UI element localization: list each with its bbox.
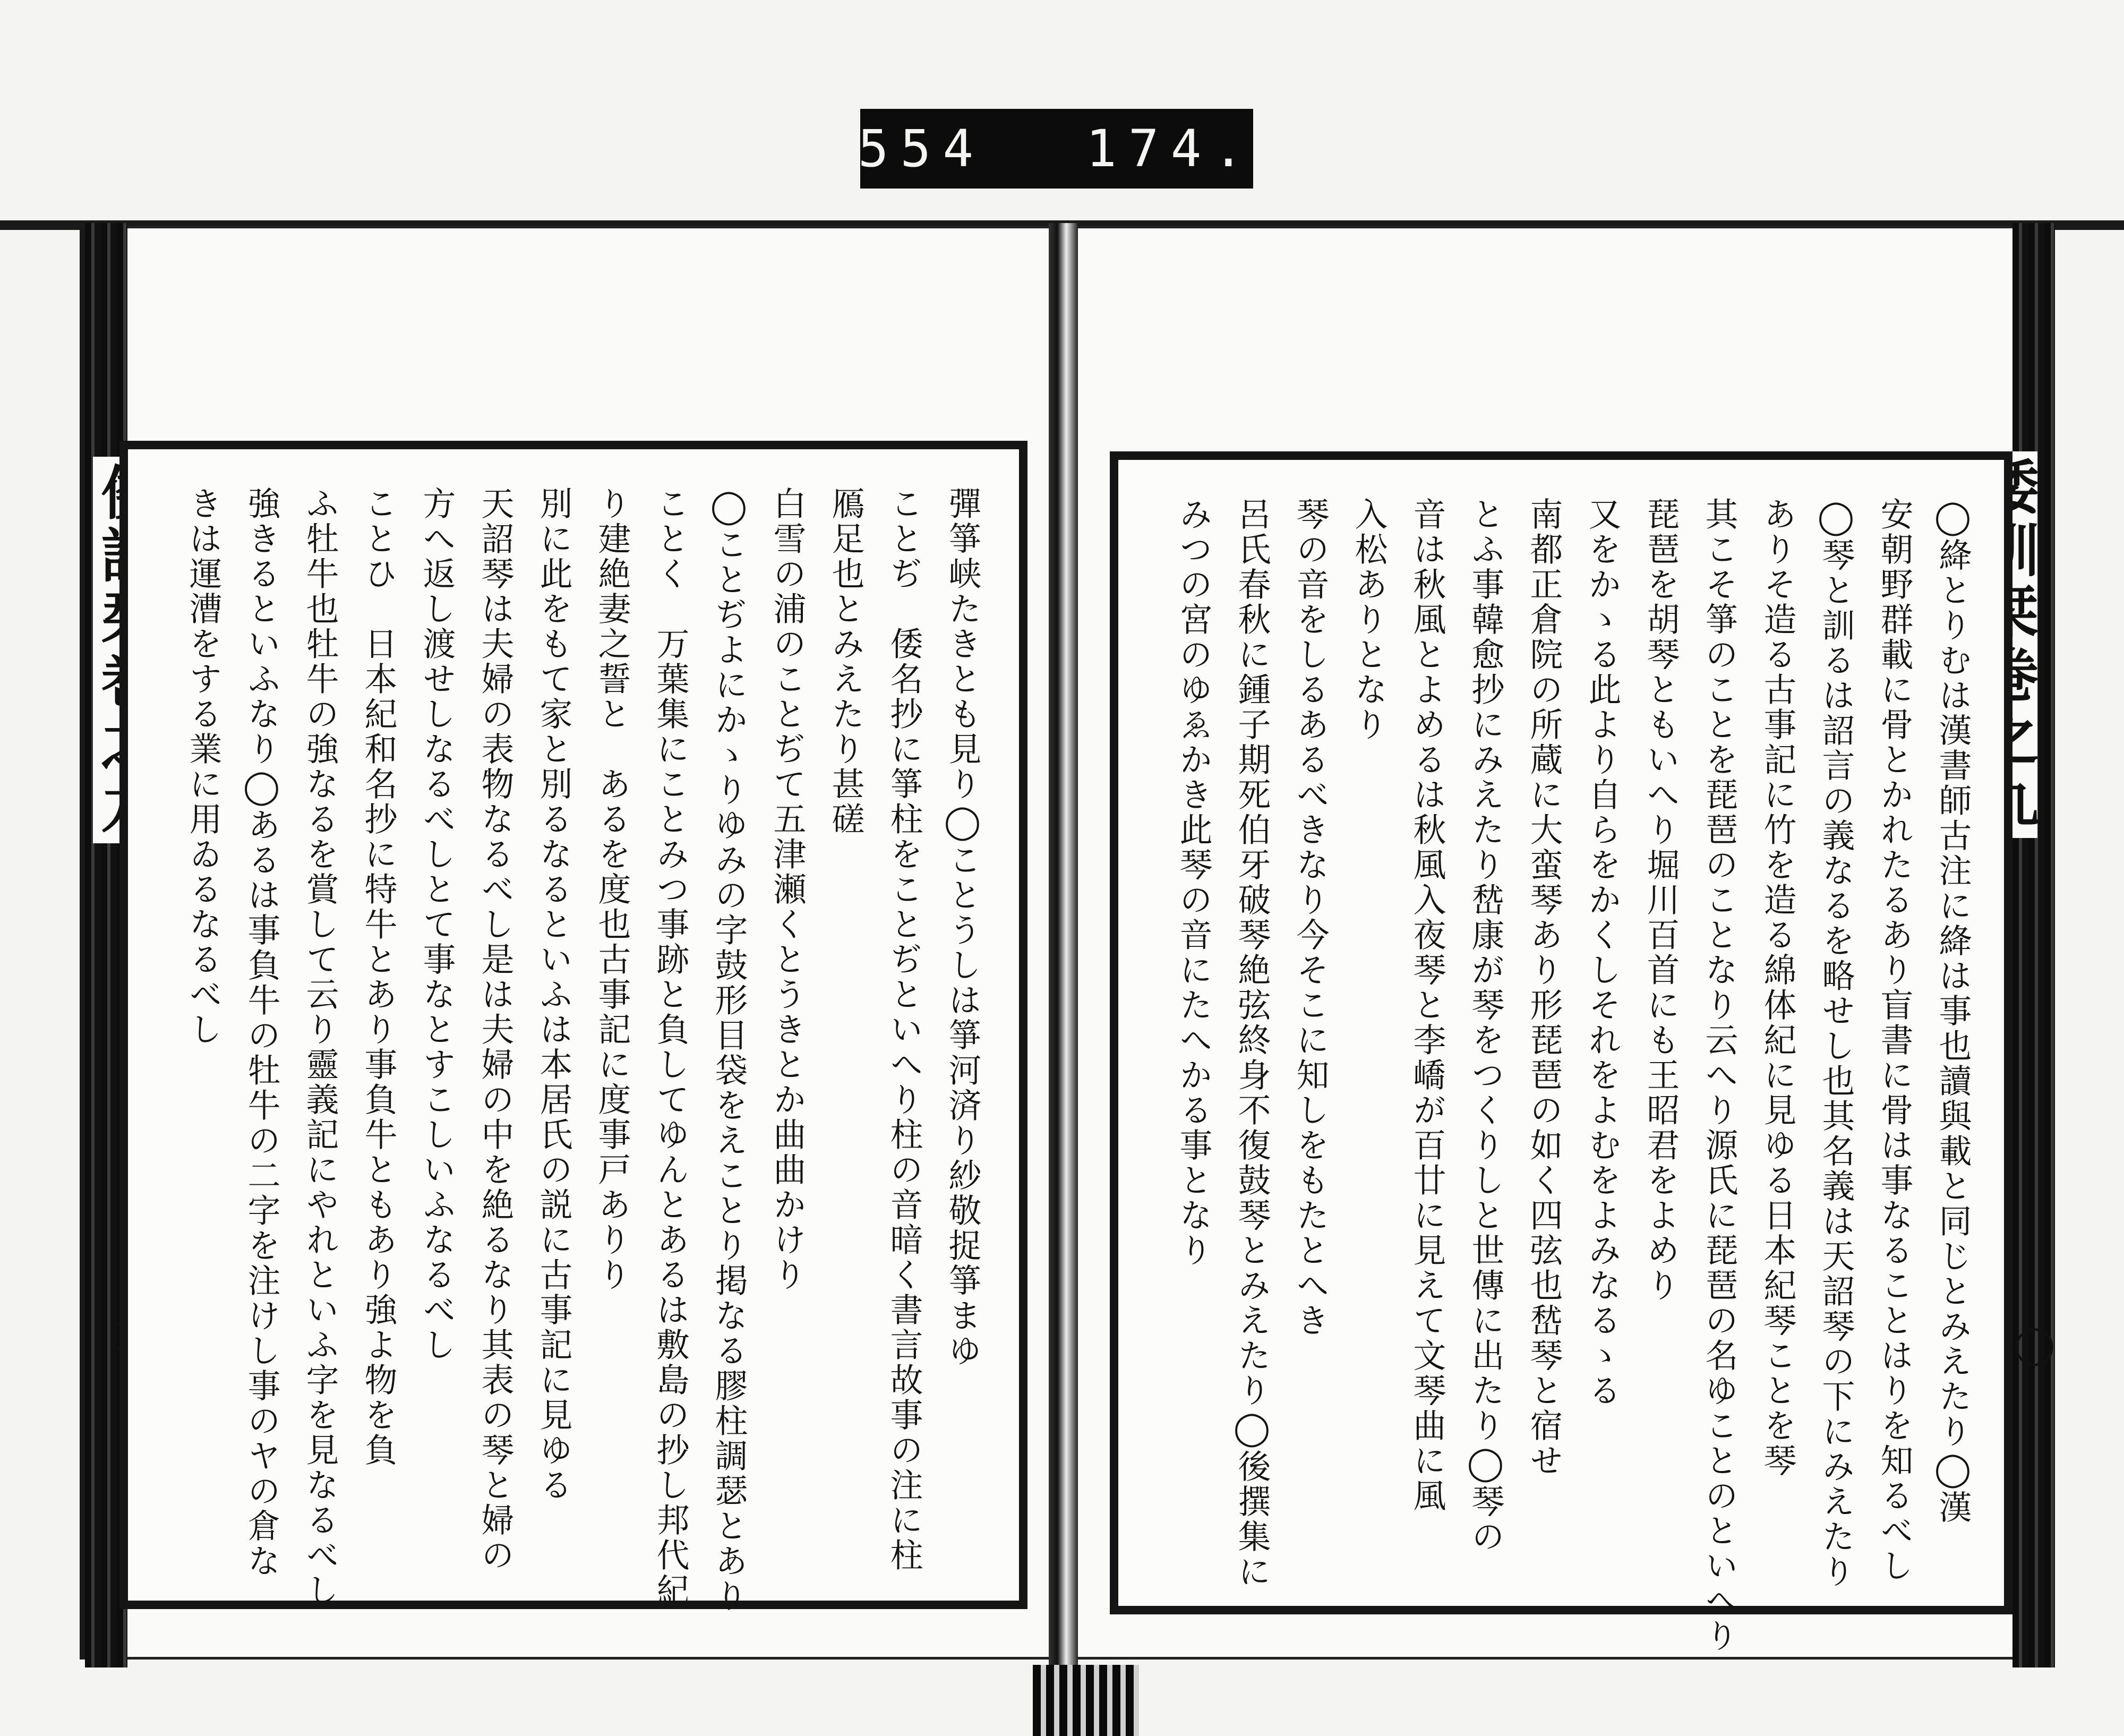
left-column-9: 天詔琴は夫婦の表物なるべし是は夫婦の中を絶るなり其表の琴と婦の	[476, 486, 515, 1573]
left-column-4: 白雪の浦のことぢて五津瀬くとうきとか曲曲かけり	[768, 486, 807, 1293]
right-column-6: 琵琶を胡琴ともいへり堀川百首にも王昭君をよめり	[1641, 497, 1680, 1303]
left-text-frame	[119, 441, 1027, 1614]
left-column-7: り建絶妻之誓と あるを度也古事記に度事戸ありり	[593, 486, 631, 1293]
right-page-spine	[2012, 223, 2055, 1667]
left-column-14: きは運漕をする業に用ゐるなるべし	[184, 486, 222, 1047]
right-column-3: ◯琴と訓るは詔言の義なるを略せし也其名義は天詔琴の下にみえたり	[1817, 497, 1855, 1589]
book-gutter	[1049, 223, 1078, 1710]
left-column-12: ふ牡牛也牡牛の強なるを賞して云り靈義記にやれといふ字を見なるべし	[301, 486, 339, 1608]
right-text-frame	[1110, 451, 2012, 1654]
left-column-5: ◯ことぢよにかゝりゆみの字鼓形目袋をえことり掲なる膠柱調瑟とあり	[709, 486, 748, 1614]
left-column-6: ことく 万葉集にことみつ事跡と負してゆんとあるは敷島の抄し邦代紀	[651, 486, 690, 1608]
right-column-5: 其こそ箏のことを琵琶のことなり云へり源氏に琵琶の名ゆことのといへり	[1700, 497, 1738, 1654]
right-column-10: 音は秋風とよめるは秋風入夜琴と李嶠が百廿に見えて文琴曲に風	[1408, 497, 1446, 1513]
right-column-13: 呂氏春秋に鍾子期死伯牙破琴絶弦終身不復鼓琴とみえたり◯後撰集に	[1232, 497, 1271, 1589]
right-column-11: 入松ありとなり	[1349, 497, 1388, 742]
right-column-7: 又をかゝる此より自らをかくしそれをよむをよみなるゝる	[1583, 497, 1622, 1408]
bottom-binding-strip	[1033, 1665, 1139, 1736]
right-column-14: みつの宮のゆゑかき此琴の音にたへかる事となり	[1174, 497, 1213, 1268]
scan-label	[858, 109, 1256, 189]
right-column-2: 安朝野群載に骨とかれたるあり盲書に骨は事なることはりを知るべし	[1875, 497, 1914, 1584]
right-column-4: ありそ造る古事記に竹を造る綿体紀に見ゆる日本紀琴ことを琴	[1758, 497, 1797, 1478]
left-column-8: 別に此をもて家と別るなるといふは本居氏の説に古事記に見ゆる	[534, 486, 573, 1503]
right-column-12: 琴の音をしるあるべきなり今そこに知しをもたとへき	[1291, 497, 1330, 1338]
right-page-marker: ◯	[2012, 1322, 2056, 1366]
left-column-10: 方へ返し渡せしなるべしとて事なとすこしいふなるべし	[417, 486, 456, 1363]
right-column-1: ◯絳とりむは漢書師古注に絳は事也讀與載と同じとみえたり◯漢	[1933, 497, 1972, 1525]
left-column-1: 彈箏峡たきとも見り◯ことうしは箏河済り紗敬捉箏まゆ	[943, 486, 982, 1369]
scan-code: 554	[858, 119, 986, 178]
left-column-2: ことぢ 倭名抄に箏柱をことぢといへり柱の音暗く書言故事の注に柱	[885, 486, 923, 1573]
left-column-11: ことひ 日本紀和名抄に特牛とあり事負牛ともあり強よ物を負	[359, 486, 398, 1468]
right-column-9: とふ事韓愈抄にみえたり嵆康が琴をつくりしと世傳に出たり◯琴の	[1466, 497, 1505, 1554]
scan-frame-number: 174.	[1086, 119, 1256, 178]
left-column-13: 強きるといふなり◯あるは事負牛の牡牛の二字を注けし事のヤの倉な	[242, 486, 281, 1579]
left-column-3: 鴈足也とみえたり甚磋	[826, 486, 865, 837]
right-column-8: 南都正倉院の所蔵に大蛮琴あり形琵琶の如く四弦也嵆琴と宿せ	[1525, 497, 1563, 1478]
